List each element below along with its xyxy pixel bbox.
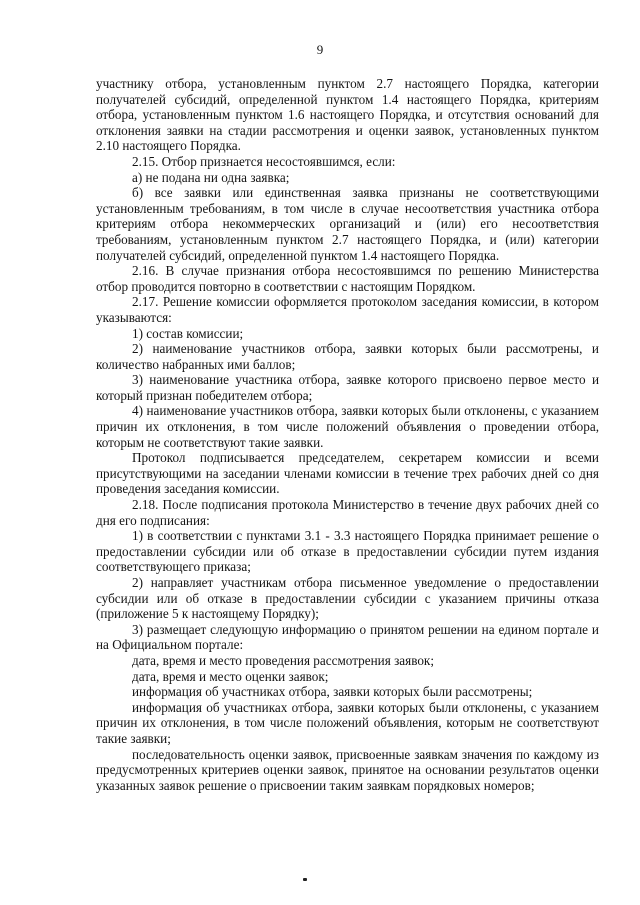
paragraph: 4) наименование участников отбора, заявки которых были отклонены, с указанием причин их отклонения, в том числе положений объявления о проведении отбора, которым не соответствуют такие заявки. xyxy=(96,403,599,450)
paragraph: информация об участниках отбора, заявки которых были рассмотрены; xyxy=(132,684,533,700)
paragraph: 2.18. После подписания протокола Министерство в течение двух рабочих дней со дня его подписания: xyxy=(96,497,599,528)
paragraph: участнику отбора, установленным пунктом 2.7 настоящего Порядка, категории получателей субсидий, определенной пунктом 1.4 настоящего Порядка, критериям отбора, установленным пунктом 1.6 настоящего Порядка, и отсутствия оснований для отклонения заявки на стадии рассмотрения и оценки заявок, установленных пунктом 2.10 настоящего Порядка. xyxy=(96,76,599,154)
paragraph: последовательность оценки заявок, присвоенные заявкам значения по каждому из предусмотренных критериев оценки заявок, принятое на основании результатов оценки указанных заявок решение о присвоении таким заявкам порядковых номеров; xyxy=(96,746,599,793)
document-body xyxy=(96,76,599,793)
paragraph: б) все заявки или единственная заявка признаны не соответствующими установленным требованиям, в том числе в случае несоответствия участника отбора критериям отбора некоммерческих организаций и (или) его несоответствия требованиям, установленным пунктом 2.7 настоящего Порядка, и (или) категории получателей субсидий, определенной пунктом 1.4 настоящего Порядка. xyxy=(96,185,599,263)
paragraph: 2.15. Отбор признается несостоявшимся, если: xyxy=(132,153,396,169)
paragraph: 2.16. В случае признания отбора несостоявшимся по решению Министерства отбор проводится повторно в соответствии с настоящим Порядком. xyxy=(96,263,599,294)
paragraph: дата, время и место оценки заявок; xyxy=(132,668,329,684)
paragraph: 3) размещает следующую информацию о принятом решении на едином портале и на Официальном портале: xyxy=(96,621,599,653)
paragraph: 1) в соответствии с пунктами 3.1 - 3.3 настоящего Порядка принимает решение о предоставлении субсидии или об отказе в предоставлении субсидии путем издания соответствующего приказа; xyxy=(96,528,599,575)
paragraph: 3) наименование участника отбора, заявке которого присвоено первое место и который признан победителем отбора; xyxy=(96,372,599,403)
paragraph: 1) состав комиссии; xyxy=(132,325,244,341)
scan-dot xyxy=(303,878,307,881)
paragraph: 2) наименование участников отбора, заявки которых были рассмотрены, и количество набранных ими баллов; xyxy=(96,341,599,372)
paragraph: дата, время и место проведения рассмотрения заявок; xyxy=(132,652,434,668)
paragraph: а) не подана ни одна заявка; xyxy=(132,169,290,185)
page-number: 9 xyxy=(316,42,324,57)
paragraph: 2) направляет участникам отбора письменное уведомление о предоставлении субсидии или об отказе в предоставлении субсидии с указанием причины отказа (приложение 5 к настоящему Порядку); xyxy=(96,575,599,622)
paragraph: Протокол подписывается председателем, секретарем комиссии и всеми присутствующими на заседании членами комиссии в течение трех рабочих дней со дня проведения заседания комиссии. xyxy=(96,450,599,497)
paragraph: информация об участниках отбора, заявки которых были отклонены, с указанием причин их отклонения, в том числе положений объявления, которым не соответствуют такие заявки; xyxy=(96,699,599,746)
paragraph: 2.17. Решение комиссии оформляется протоколом заседания комиссии, в котором указываются: xyxy=(96,294,599,325)
